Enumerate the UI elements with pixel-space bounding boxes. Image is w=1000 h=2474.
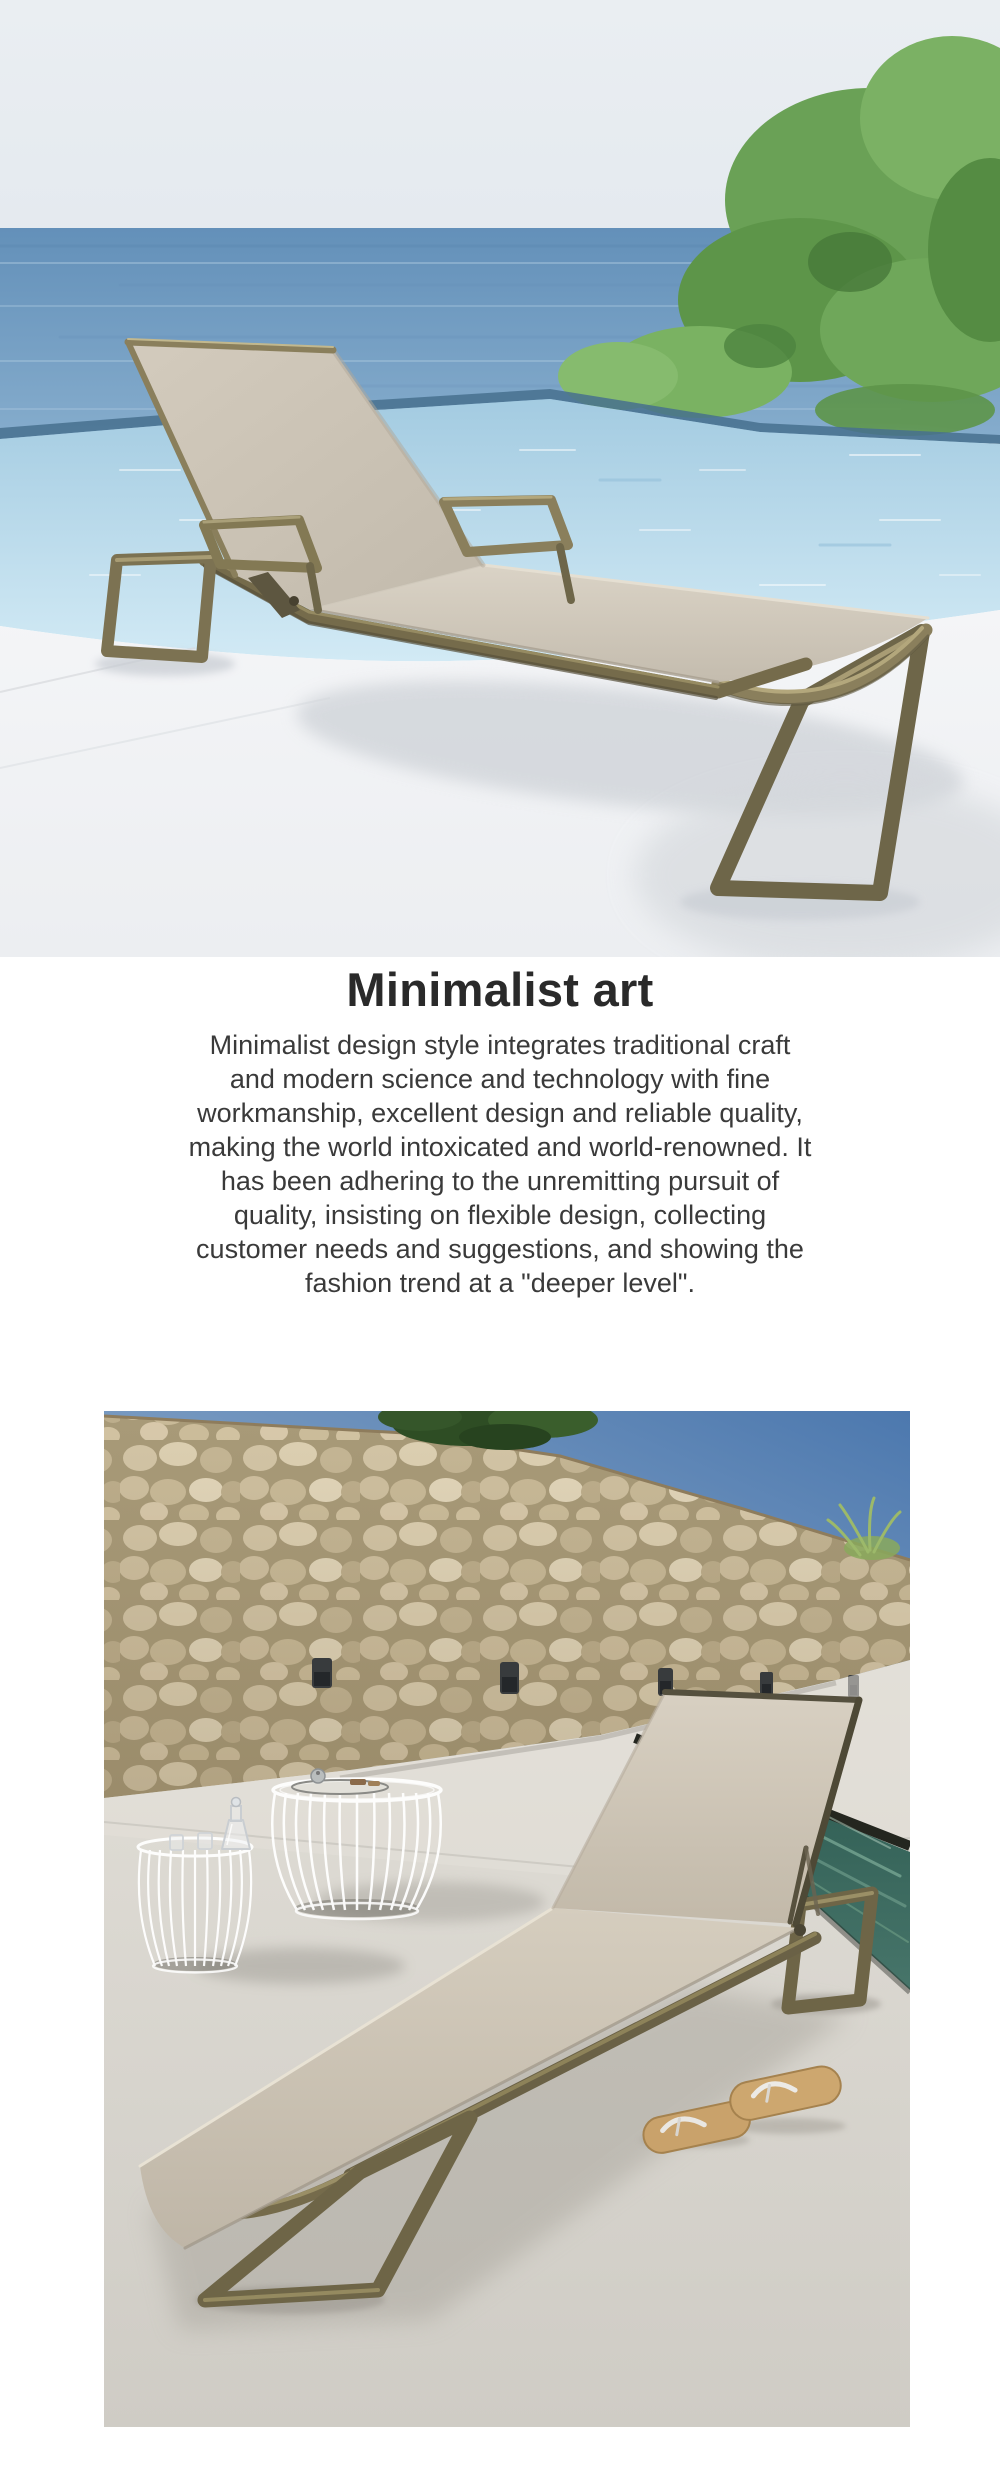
section-paragraph: Minimalist design style integrates traditional craft and modern science and technology with fine workmanship, excellent design and reliable quality, making the world intoxicated and world-renowned. It has been adhering to the unremitting pursuit of quality, insisting on flexible design, collecting customer needs and suggestions, and showing the fashion trend at a "deeper level". (188, 1030, 812, 1298)
hero-photo-illustration (0, 0, 1000, 957)
gallery-photo (104, 1411, 910, 2427)
hero-photo (0, 0, 1000, 957)
section-title: Minimalist art (346, 963, 654, 1016)
pivot-bolt (794, 1924, 806, 1936)
pivot-bolt (289, 596, 299, 606)
description-section (0, 957, 1000, 1411)
gallery-photo-illustration (104, 1411, 910, 2427)
